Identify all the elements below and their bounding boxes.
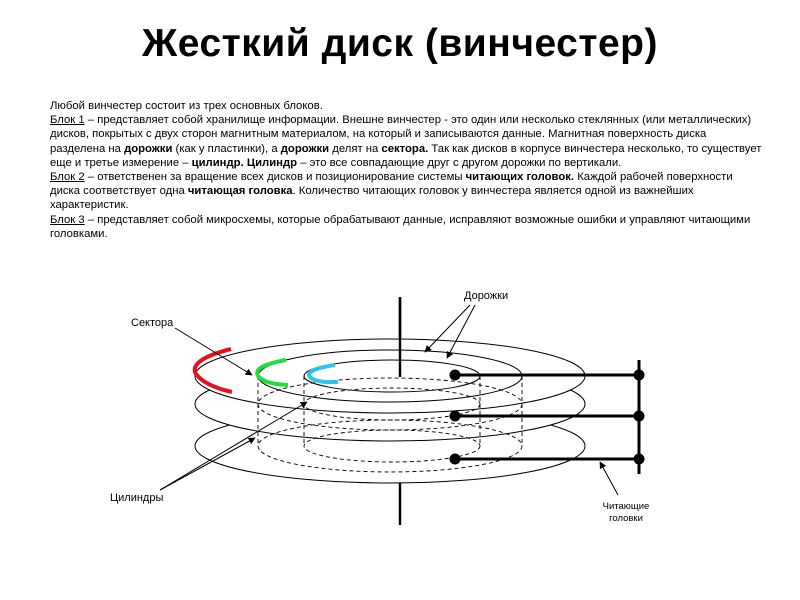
block1-text-5: – это все совпадающие друг с другом дорожки по вертикали. — [297, 156, 622, 169]
head-tip-2 — [450, 411, 461, 422]
head-joint-3 — [634, 454, 645, 465]
label-cylinders: Цилиндры — [110, 492, 164, 504]
block1-bold-2: дорожки — [280, 142, 330, 155]
block1-text-4: Так как дисков в корпусе винчестера несколько, то существует еще и третье измерение – — [50, 142, 762, 169]
block1-bold-3: сектора. — [381, 142, 429, 155]
block3-label: Блок 3 — [50, 213, 85, 226]
head-joint-1 — [634, 370, 645, 381]
block1-bold-1: дорожки — [124, 142, 173, 155]
block3-text-1: – представляет собой микросхемы, которые обрабатывают данные, исправляют возможные ошибки и управляют читающими головками. — [50, 213, 751, 240]
label-heads-1: Читающие — [602, 501, 650, 512]
label-heads-2: головки — [609, 513, 643, 524]
block1-bold-4: цилиндр. Цилиндр — [191, 156, 298, 169]
block2-text-3: . Количество читающих головок у винчестера является одной из важнейших характеристик. — [50, 185, 694, 212]
block2-label: Блок 2 — [50, 171, 85, 184]
platter-stack — [195, 339, 585, 483]
head-tip-3 — [450, 454, 461, 465]
head-joint-2 — [634, 411, 645, 422]
label-tracks: Дорожки — [464, 290, 509, 302]
block1-text-2: (как у пластинки), а — [172, 142, 281, 155]
block2-bold-1: читающих головок. — [465, 171, 575, 184]
head-tip-1 — [450, 370, 461, 381]
slide-title: Жесткий диск (винчестер) — [142, 22, 658, 65]
block1-text-1: – представляет собой хранилище информации. Внешне винчестер - это один или несколько стеклянных (или металлических) дисков, покрытых с двух сторон магнитным материалом, на который и записываются данные. Магнитная поверхность диска разделена на — [50, 114, 752, 155]
arrow-heads — [600, 462, 618, 495]
block2-bold-2: читающая головка — [187, 185, 293, 198]
intro-text: Любой винчестер состоит из трех основных блоков. — [50, 100, 323, 112]
label-sectors: Сектора — [131, 317, 174, 329]
block2-text-1: – ответственен за вращение всех дисков и позиционирование системы — [84, 171, 466, 184]
block1-label: Блок 1 — [50, 114, 85, 127]
block2-text-2: Каждой рабочей поверхности диска соответствует одна — [50, 171, 733, 198]
block1-text-3: делят на — [329, 142, 382, 155]
